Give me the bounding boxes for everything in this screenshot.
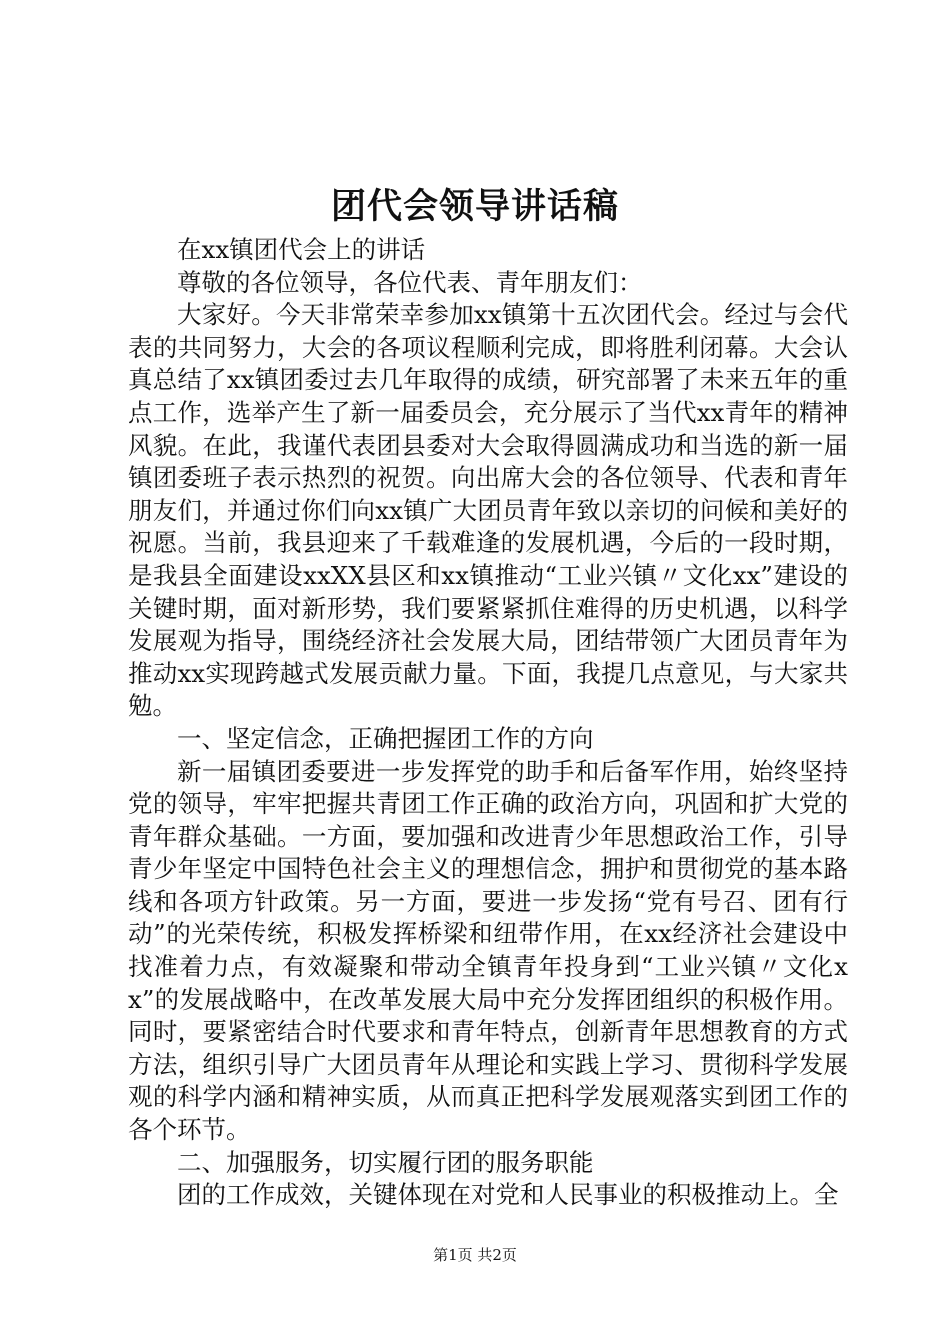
section-heading-2: 二、加强服务，切实履行团的服务职能 xyxy=(177,1147,594,1177)
document-body xyxy=(128,234,848,1212)
section-paragraph-2: 团的工作成效，关键体现在对党和人民事业的积极推动上。全 xyxy=(177,1180,839,1210)
section-paragraph-1: 新一届镇团委要进一步发挥党的助手和后备军作用，始终坚持党的领导，牢牢把握共青团工作正确的政治方向，巩固和扩大党的青年群众基础。一方面，要加强和改进青少年思想政治工作，引导青少年坚定中国特色社会主义的理想信念，拥护和贯彻党的基本路线和各项方针政策。另一方面，要进一步发扬“党有号召、团有行动”的光荣传统，积极发挥桥梁和纽带作用，在xx经济社会建设中找准着力点，有效凝聚和带动全镇青年投身到“工业兴镇〃文化xx”的发展战略中，在改革发展大局中充分发挥团组织的积极作用。同时，要紧密结合时代要求和青年特点，创新青年思想教育的方式方法，组织引导广大团员青年从理论和实践上学习、贯彻科学发展观的科学内涵和精神实质，从而真正把科学发展观落实到团工作的各个环节。 xyxy=(128,756,848,1145)
opening-paragraph: 大家好。今天非常荣幸参加xx镇第十五次团代会。经过与会代表的共同努力，大会的各项议程顺利完成，即将胜利闭幕。大会认真总结了xx镇团委过去几年取得的成绩，研究部署了未来五年的重点工作，选举产生了新一届委员会，充分展示了当代xx青年的精神风貌。在此，我谨代表团县委对大会取得圆满成功和当选的新一届镇团委班子表示热烈的祝贺。向出席大会的各位领导、代表和青年朋友们，并通过你们向xx镇广大团员青年致以亲切的问候和美好的祝愿。当前，我县迎来了千载难逢的发展机遇，今后的一段时期，是我县全面建设xxXX县区和xx镇推动“工业兴镇〃文化xx”建设的关键时期，面对新形势，我们要紧紧抓住难得的历史机遇，以科学发展观为指导，围绕经济社会发展大局，团结带领广大团员青年为推动xx实现跨越式发展贡献力量。下面，我提几点意见，与大家共勉。 xyxy=(128,300,848,721)
salutation: 尊敬的各位领导，各位代表、青年朋友们： xyxy=(177,267,643,297)
page-number: 第1页 共2页 xyxy=(433,1246,517,1264)
speech-heading: 在xx镇团代会上的讲话 xyxy=(177,235,426,264)
document-title: 团代会领导讲话稿 xyxy=(330,186,619,227)
section-heading-1: 一、坚定信念，正确把握团工作的方向 xyxy=(177,723,594,753)
